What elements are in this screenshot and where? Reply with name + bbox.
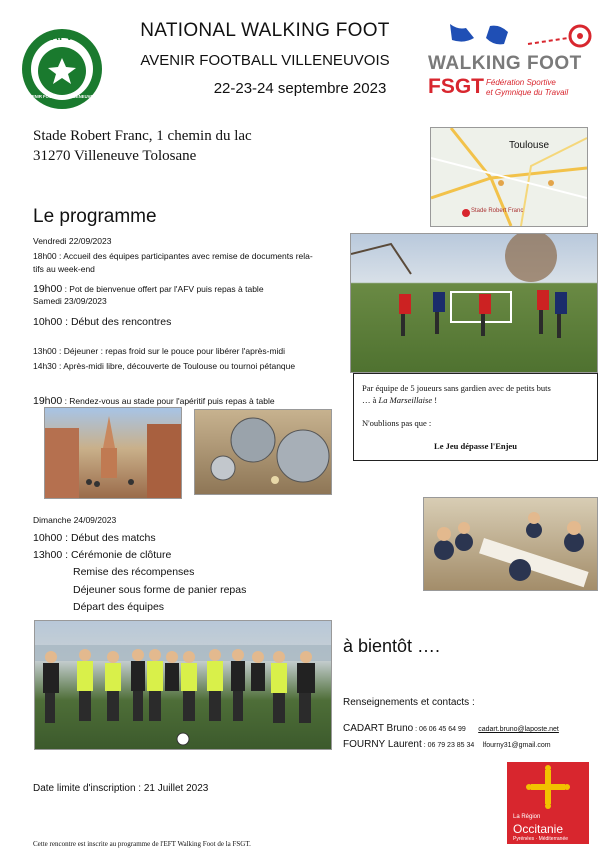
location-map[interactable]	[430, 127, 588, 227]
fsgt-subtitle-2: et Gymnique du Travail	[486, 88, 569, 97]
contact-1-name: CADART Bruno	[343, 723, 414, 734]
sunday-item-1-text: : Début des matchs	[62, 532, 156, 544]
saturday-item-3-text: : Après-midi libre, découverte de Toulouse ou tournoi pétanque	[56, 361, 296, 371]
venue-line-2: 31270 Villeneuve Tolosane	[33, 148, 197, 164]
friday-item-2-text: : Pot de bienvenue offert par l'AFV puis repas à table	[62, 284, 264, 294]
saturday-item-1-time: 10h00	[33, 316, 63, 328]
event-dates: 22-23-24 septembre 2023	[213, 80, 387, 97]
occitan-cross-icon	[507, 762, 589, 812]
sunday-date: Dimanche 24/09/2023	[33, 515, 117, 525]
region-line-3: Pyrénées · Méditerranée	[513, 836, 569, 842]
info-line-3: N'oublions pas que :	[362, 418, 432, 428]
saturday-item-1-text: : Début des rencontres	[62, 316, 172, 328]
friday-item-2	[33, 279, 264, 297]
map-city-label: Toulouse	[509, 140, 550, 151]
friday-item-1-cont: tifs au week-end	[33, 264, 95, 274]
contact-row-2	[343, 734, 551, 752]
region-name: Occitanie	[513, 822, 564, 836]
walking-players-icon	[428, 20, 598, 56]
group-photo	[34, 620, 332, 750]
map-pin-icon	[462, 209, 470, 217]
contact-2-phone: : 06 79 23 85 34	[421, 742, 475, 749]
sunday-sub-1: Remise des récompenses	[73, 566, 195, 578]
toulouse-street-photo	[44, 407, 182, 499]
saturday-item-1	[33, 312, 171, 330]
closing-text: à bientôt ….	[343, 636, 441, 656]
event-title: NATIONAL WALKING FOOT	[140, 20, 390, 41]
contact-2-email[interactable]: lfourny31@gmail.com	[482, 742, 551, 749]
petanque-photo	[194, 409, 332, 495]
contact-2-name: FOURNY Laurent	[343, 739, 422, 750]
fsgt-label: FSGT	[428, 75, 484, 98]
sunday-item-2	[33, 549, 171, 561]
friday-item-1	[33, 251, 313, 261]
dinner-photo	[423, 497, 598, 591]
sunday-item-1	[33, 532, 156, 544]
saturday-item-4-text: : Rendez-vous au stade pour l'apéritif puis repas à table	[62, 396, 275, 406]
walking-foot-fsgt-logo	[428, 20, 598, 100]
sunday-item-1-time: 10h00	[33, 532, 63, 544]
sunday-sub-3: Départ des équipes	[73, 601, 165, 613]
contact-1-email[interactable]: cadart.bruno@laposte.net	[478, 726, 559, 733]
saturday-item-2-text: : Déjeuner : repas froid sur le pouce pour libérer l'après-midi	[56, 346, 286, 356]
saturday-date: Samedi 23/09/2023	[33, 296, 107, 306]
info-line-2-post: !	[432, 395, 438, 405]
fsgt-subtitle-1: Fédération Sportive	[486, 78, 556, 87]
info-line-2-pre: … à	[362, 395, 379, 405]
sunday-sub-2: Déjeuner sous forme de panier repas	[73, 584, 247, 596]
region-line-1: La Région	[513, 814, 541, 820]
walking-foot-title: WALKING FOOT	[428, 53, 582, 74]
map-pin-label: Stade Robert Franc	[471, 208, 524, 214]
registration-deadline: Date limite d'inscription : 21 Juillet 2023	[33, 783, 209, 794]
venue-line-1: Stade Robert Franc, 1 chemin du lac	[33, 128, 252, 144]
club-name: AVENIR FOOTBALL VILLENEUVOIS	[140, 52, 390, 69]
occitanie-logo	[507, 762, 589, 844]
saturday-item-3	[33, 361, 295, 371]
motto: Le Jeu dépasse l'Enjeu	[434, 441, 517, 451]
contact-1-phone: : 06 06 45 64 99	[413, 726, 466, 733]
afv-logo	[20, 24, 104, 114]
friday-item-2-time: 19h00	[33, 283, 63, 295]
friday-item-1-text: : Accueil des équipes participantes avec remise de documents rela-	[56, 251, 313, 261]
saturday-item-4-time: 19h00	[33, 395, 63, 407]
friday-item-1-time: 18h00	[33, 251, 57, 261]
match-photo	[350, 233, 598, 373]
saturday-item-2-time: 13h00	[33, 346, 57, 356]
afv-logo-text: AFV	[51, 31, 73, 43]
info-box	[353, 373, 598, 461]
info-line-2	[362, 395, 437, 405]
footer-note: Cette rencontre est inscrite au programme de l'EFT Walking Foot de la FSGT.	[33, 840, 251, 848]
contacts-heading: Renseignements et contacts :	[343, 697, 475, 708]
saturday-item-2	[33, 346, 285, 356]
saturday-item-3-time: 14h30	[33, 361, 57, 371]
info-line-1: Par équipe de 5 joueurs sans gardien avec de petits buts	[362, 383, 551, 393]
info-line-2-em: La Marseillaise	[378, 395, 433, 405]
afv-ring-text: AVENIR FOOTBALL VILLENEUVOIS	[26, 94, 98, 99]
programme-heading: Le programme	[33, 206, 157, 227]
sunday-item-2-time: 13h00	[33, 549, 63, 561]
sunday-item-2-text: : Cérémonie de clôture	[62, 549, 172, 561]
friday-date: Vendredi 22/09/2023	[33, 236, 112, 246]
